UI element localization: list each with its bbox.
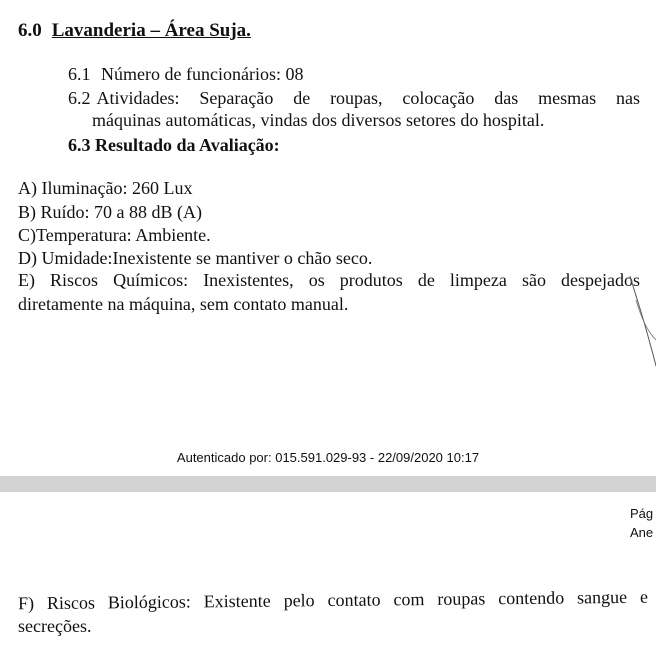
item-number: 6.2 — [68, 88, 91, 108]
result-f-line2: secreções. — [18, 616, 92, 636]
item-text: Número de funcionários: 08 — [101, 64, 304, 84]
page-header-line1: Pág — [630, 506, 654, 521]
result-a: A) Iluminação: 260 Lux — [18, 178, 193, 198]
document-page-2 — [0, 492, 656, 645]
pen-mark-stroke — [600, 270, 656, 380]
page-separator — [0, 476, 656, 492]
item-6-3-heading: 6.3 Resultado da Avaliação: — [68, 135, 280, 155]
result-c: C)Temperatura: Ambiente. — [18, 225, 211, 245]
result-d: D) Umidade:Inexistente se mantiver o chão seco. — [18, 248, 373, 268]
item-6-1 — [68, 64, 303, 85]
item-text-line2: máquinas automáticas, vindas dos diversos setores do hospital. — [92, 110, 545, 130]
page-header-line2: Ane — [630, 525, 654, 540]
item-text-line1: Atividades: Separação de roupas, colocação das mesmas nas — [96, 88, 640, 108]
section-title: Lavanderia – Área Suja. — [51, 20, 251, 41]
section-heading — [18, 20, 251, 42]
result-e-line1: E) Riscos Químicos: Inexistentes, os produtos de limpeza são despejados — [18, 270, 640, 290]
item-6-2 — [68, 88, 640, 131]
result-e-line2: diretamente na máquina, sem contato manual. — [18, 294, 349, 314]
result-f-line1: F) Riscos Biológicos: Existente pelo contato com roupas contendo sangue e — [17, 586, 649, 614]
result-b: B) Ruído: 70 a 88 dB (A) — [18, 202, 202, 222]
item-number: 6.1 — [68, 64, 91, 84]
authentication-footer: Autenticado por: 015.591.029-93 - 22/09/2020 10:17 — [176, 450, 480, 465]
section-number: 6.0 — [18, 20, 42, 41]
